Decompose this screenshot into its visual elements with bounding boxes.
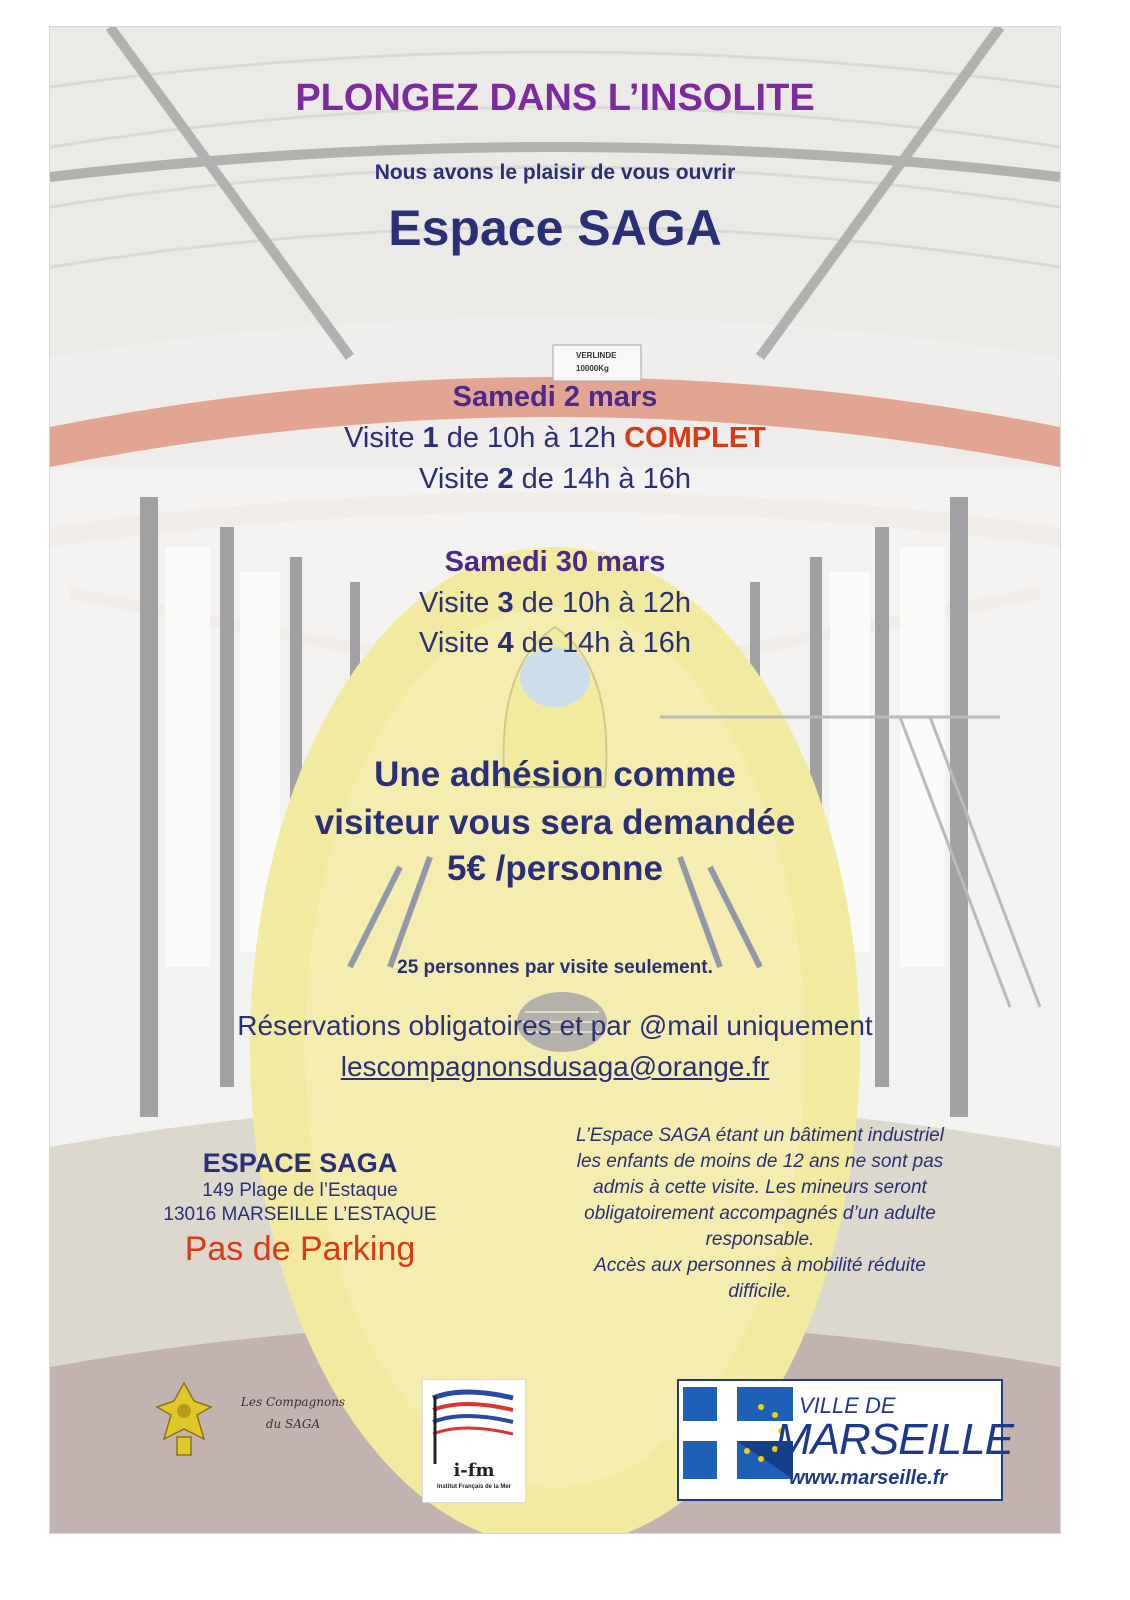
address-name: ESPACE SAGA [202,1148,398,1178]
visit-prefix: Visite [419,627,498,659]
address-block [120,1147,480,1271]
notice-line: responsable. [705,1229,815,1250]
visit-time: de 10h à 12h [438,422,625,454]
visit-time: de 14h à 16h [513,463,691,495]
notice-line: Accès aux personnes à mobilité réduite [594,1255,926,1276]
submarine-emblem-icon [149,1379,219,1459]
marseille-logo-name: MARSEILLE [775,1415,1013,1464]
capacity-note: 25 personnes par visite seulement. [397,957,713,978]
visit-line [50,627,1060,660]
visit-time: de 10h à 12h [513,587,691,619]
visit-number: 3 [497,587,514,619]
address-city: 13016 MARSEILLE L’ESTAQUE [163,1204,437,1225]
event-poster [49,26,1061,1534]
notice-line: difficile. [728,1281,792,1302]
visit-line [50,422,1060,455]
visit-status-badge: COMPLET [624,422,766,454]
ifm-short-name: i-fm [453,1460,495,1481]
saga-logo-line-1: Les Compagnons [240,1395,346,1409]
page-title: Espace SAGA [388,200,722,256]
address-street: 149 Plage de l’Estaque [202,1180,398,1201]
marseille-logo-url: www.marseille.fr [789,1467,948,1489]
schedule-date: Samedi 30 mars [444,546,666,578]
crane-sign [576,349,638,375]
reservation-text: Réservations obligatoires et par @mail uniquement [237,1010,873,1041]
visit-line [50,587,1060,620]
notice-line: les enfants de moins de 12 ans ne sont pas [576,1151,944,1172]
visit-time: de 14h à 16h [513,627,691,659]
marseille-logo-top: VILLE DE [799,1393,896,1418]
schedule-date: Samedi 2 mars [452,381,658,413]
membership-line-2: visiteur vous sera demandée [314,803,796,842]
membership-line-1: Une adhésion comme [374,755,736,794]
safety-notice [520,1123,1000,1305]
compagnons-saga-logo [149,1379,369,1459]
reservation-email-link[interactable]: lescompagnonsdusaga@orange.fr [340,1051,770,1082]
parking-notice: Pas de Parking [184,1230,416,1268]
membership-price: 5€ /personne [447,849,663,888]
notice-line: obligatoirement accompagnés d’un adulte [584,1203,936,1224]
visit-prefix: Visite [419,587,498,619]
tagline: PLONGEZ DANS L’INSOLITE [295,77,815,119]
visit-number: 2 [497,463,514,495]
crane-sign-capacity: 10000Kg [576,364,609,373]
reservation-email-line [50,1051,1060,1083]
intro-text: Nous avons le plaisir de vous ouvrir [374,161,736,184]
visit-prefix: Visite [344,422,423,454]
ifm-logo [422,1379,526,1503]
visit-prefix: Visite [419,463,498,495]
ifm-full-name: Institut Français de la Mer [436,1484,512,1490]
notice-line: L’Espace SAGA étant un bâtiment industriel [576,1125,944,1146]
flag-waves-icon [423,1386,525,1466]
notice-line: admis à cette visite. Les mineurs seront [593,1177,927,1198]
ville-de-marseille-logo [677,1379,1013,1501]
visit-line [50,463,1060,496]
visit-number: 4 [497,627,514,659]
crane-sign-brand: VERLINDE [576,351,617,360]
saga-logo-line-2: du SAGA [265,1417,321,1431]
visit-number: 1 [422,422,439,454]
